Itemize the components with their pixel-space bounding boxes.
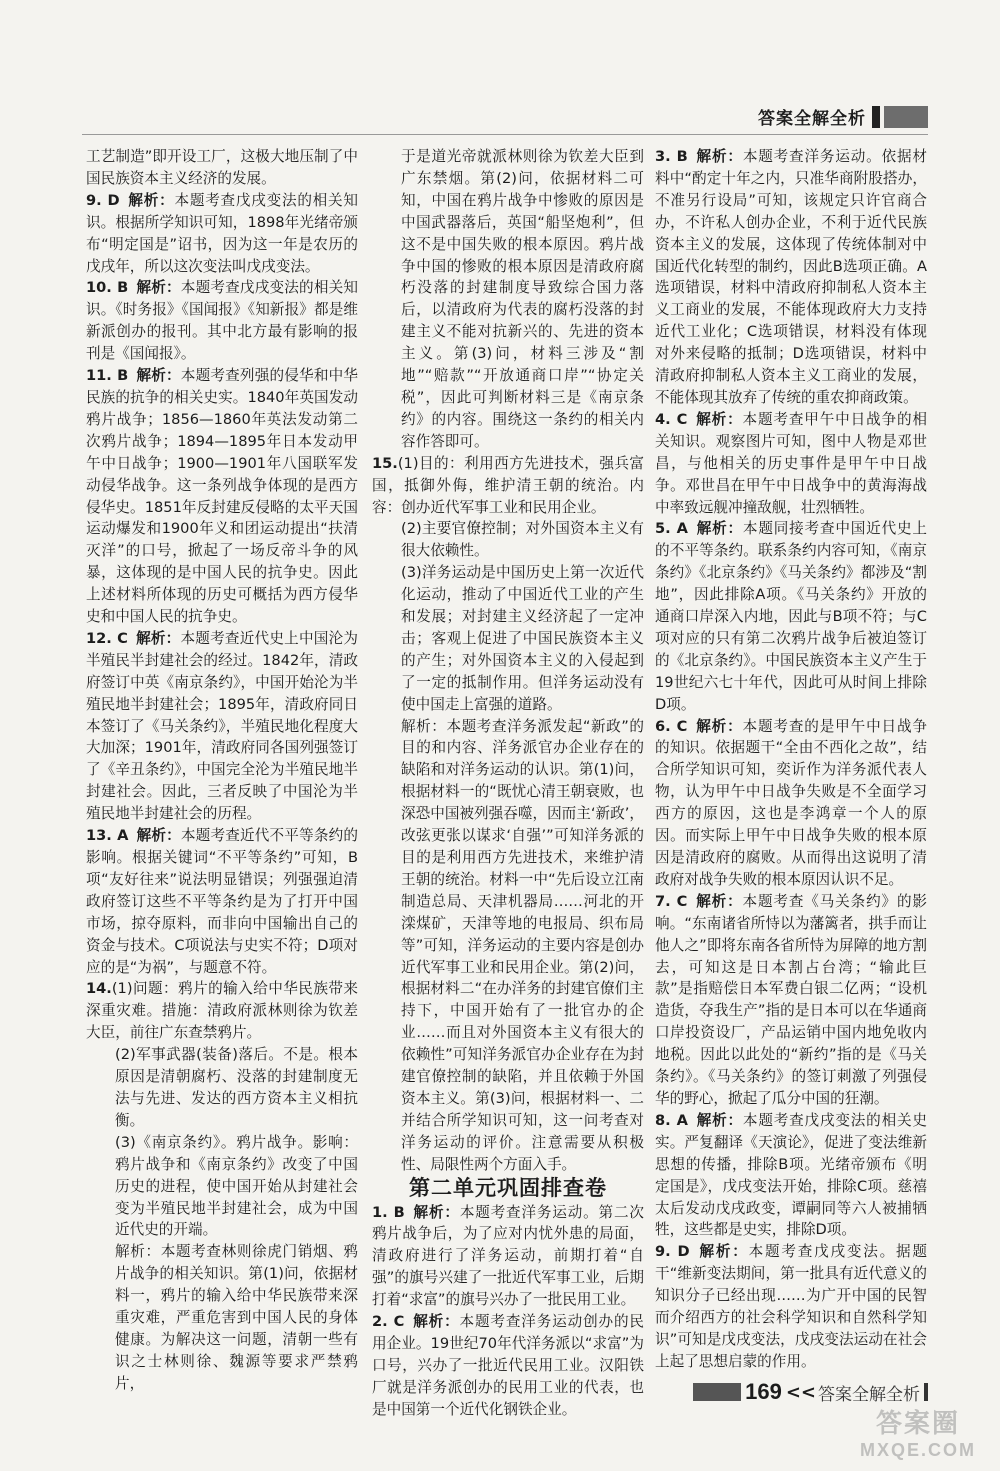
watermark-logo-text: 答案圈 xyxy=(875,1408,960,1438)
answer-9: 9. D 解析：本题考查戊戌变法的相关知识。根据所学知识可知，1898年光绪帝颁布“明定国是”诏书，因为这一年是农历的戊戌年，所以这次变法叫戊戌变法。 xyxy=(86,191,358,275)
continuation-text: 工艺制造”即开设工厂，这极大地压制了中国民族资本主义经济的发展。 xyxy=(86,148,358,187)
unit2-answer-5: 5. A 解析：本题同接考查中国近代史上的不平等条约。联系条约内容可知，《南京条约》《北京条约》《马关条约》都涉及“割地”，因此排除A项。《马关条约》开放的通商口岸深入内地，因此与B项不符；与C项对应的只有第二次鸦片战争后被迫签订的《北京条约》。中国民族资本主义产生于19世纪六七十年代，因此可从时间上排除D项。 xyxy=(655,520,927,713)
footer-bar-decoration xyxy=(693,1383,741,1401)
watermark-url: MXQE.COM xyxy=(859,1440,976,1460)
page-footer xyxy=(693,1379,928,1405)
footer-end-decoration xyxy=(924,1383,928,1401)
unit2-answer-3: 3. B 解析：本题考查洋务运动。依据材料中“酌定十年之内，只准华商附股搭办，不准另行设局”可知，该规定只许官商合办，不许私人创办企业，不利于近代民族资本主义的发展，这体现了传统体制对中国近代化转型的制约，因此B选项正确。A选项错误，材料中清政府抑制私人资本主义工商业的发展，不能体现政府大力支持近代工业化；C选项错误，材料没有体现对外来侵略的抵制；D选项错误，材料中清政府抑制私人资本主义工商业的发展，不能体现其放弃了传统的重农抑商政策。 xyxy=(655,148,927,406)
header-block-decoration xyxy=(884,106,928,128)
double-chevron-left-icon: << xyxy=(785,1381,816,1403)
answer-15-part2: (2)主要官僚控制；对外国资本主义有很大依赖性。 xyxy=(401,520,644,560)
answer-14: 14.(1)问题：鸦片的输入给中华民族带来深重灾难。措施：清政府派林则徐为钦差大臣，前往广东查禁鸦片。 xyxy=(86,980,358,1042)
unit2-answer-1: 1. B 解析：本题考查洋务运动。第二次鸦片战争后，为了应对内忧外患的局面，清政府进行了洋务运动，前期打着“自强”的旗号兴建了一批近代军事工业，后期打着“求富”的旗号兴办了一批民用工业。 xyxy=(372,1203,644,1309)
unit2-answer-8: 8. A 解析：本题考查戊戌变法的相关史实。严复翻译《天演论》，促进了变法维新思想的传播，排除B项。光绪帝颁布《明定国是》，戊戌变法开始，排除C项。慈禧太后发动戊戌政变，谭嗣同等六人被捕牺牲，这些都是史实，排除D项。 xyxy=(655,1111,927,1239)
section-title: 第二单元巩固排查卷 xyxy=(409,1175,607,1200)
column-1 xyxy=(86,146,358,1395)
unit2-answer-2: 2. C 解析：本题考查洋务运动创办的民用企业。19世纪70年代洋务派以“求富”为口号，兴办了一批近代民用工业。汉阳铁厂就是洋务派创办的民用工业的代表，也是中国第一个近代化钢铁企业。 xyxy=(372,1313,644,1418)
answer-15-analysis: 解析：本题考查洋务派发起“新政”的目的和内容、洋务派官办企业存在的缺陷和对洋务运动的认识。第(1)问，根据材料一的“既忧心清王朝衰败，也深恐中国被列强吞噬，因而主‘新政’，改弦更张以谋求‘自强’”可知洋务派的目的是利用西方先进技术，来维护清王朝的统治。材料一中“先后设立江南制造总局、天津机器局……河北的开滦煤矿，天津等地的电报局、织布局等”可知，洋务运动的主要内容是创办近代军事工业和民用企业。第(2)问，根据材料二“在办洋务的封建官僚们主持下，中国开始有了一批官办的企业……而且对外国资本主义有很大的依赖性”可知洋务派官办企业存在为封建官僚控制的缺陷，并且依赖于外国资本主义。第(3)问，根据材料一、二并结合所学知识可知，这一问考查对洋务运动的评价。注意需要从积极性、局限性两个方面入手。 xyxy=(401,717,644,1173)
answer-14-part2: (2)军事武器(装备)落后。不是。根本原因是清朝腐朽、没落的封建制度无法与先进、发达的西方资本主义相抗衡。 xyxy=(115,1046,358,1129)
answer-14-part3: (3)《南京条约》。鸦片战争。影响：鸦片战争和《南京条约》改变了中国历史的进程，使中国开始从封建社会变为半殖民地半封建社会，成为中国近代史的开端。 xyxy=(115,1133,358,1239)
answer-10: 10. B 解析：本题考查戊戌变法的相关知识。《时务报》《国闻报》《知新报》都是维新派创办的报刊。其中北方最有影响的报刊是《国闻报》。 xyxy=(86,279,358,363)
unit2-answer-7: 7. C 解析：本题考查《马关条约》的影响。“东南诸省所恃以为藩篱者，拱手而让他人之”即将东南各省所恃为屏障的地方割去，可知这是日本割占台湾；“输此巨款”是指赔偿日本军费白银二亿两；“设机造货，夺我生产”指的是日本可以在华通商口岸投资设厂，产品运销中国内地免收内地税。因此以此处的“新约”指的是《马关条约》。《马关条约》的签订刺激了列强侵华的野心，掀起了瓜分中国的狂潮。 xyxy=(655,892,927,1107)
column-2 xyxy=(372,146,644,1421)
answer-15-part3: (3)洋务运动是中国历史上第一次近代化运动，推动了中国近代工业的产生和发展；对封建主义经济起了一定冲击；客观上促进了中国民族资本主义的产生；对外国资本主义的入侵起到了一定的抵制作用。但洋务运动没有使中国走上富强的道路。 xyxy=(401,564,644,713)
answer-13: 13. A 解析：本题考查近代不平等条约的影响。根据关键词“不平等条约”可知，B项“友好往来”说法明显错误；列强强迫清政府签订这些不平等条约是为了打开中国市场，掠夺原料，而非向中国输出自己的资金与技术。C项说法与史实不符；D项对应的是“为祸”，与题意不符。 xyxy=(86,827,358,976)
watermark xyxy=(860,1403,976,1461)
header-title: 答案全解全析 xyxy=(758,109,866,129)
unit2-answer-6: 6. C 解析：本题考查的是甲午中日战争的知识。依据题干“全由不西化之故”，结合所学知识可知，奕䜣作为洋务派代表人物，认为甲午中日战争失败是不全面学习西方的原因，这也是李鸿章一个人的原因。而实际上甲午中日战争失败的根本原因是清政府的腐败。从而得出这说明了清政府对战争失败的根本原因认识不足。 xyxy=(655,717,927,888)
header-rule xyxy=(82,134,928,135)
unit2-answer-9: 9. D 解析：本题考查戊戌变法。据题干“维新变法期间，第一批具有近代意义的知识分子已经出现……为广开中国的民智而介绍西方的社会科学知识和自然科学知识”可知是戊戌变法，戊戌变法运动在社会上起了思想启蒙的作用。 xyxy=(655,1243,927,1370)
page-number: 169 xyxy=(745,1379,782,1404)
answer-12: 12. C 解析：本题考查近代史上中国沦为半殖民半封建社会的经过。1842年，清政府签订中英《南京条约》，中国开始沦为半殖民地半封建社会；1895年，清政府同日本签订了《马关条约》，半殖民地化程度大大加深；1901年，清政府同各国列强签订了《辛丑条约》，中国完全沦为半殖民地半封建社会。因此，三者反映了中国沦为半殖民地半封建社会的历程。 xyxy=(86,629,358,823)
header-bar-decoration xyxy=(872,106,880,128)
column-3 xyxy=(655,146,927,1373)
page-header xyxy=(758,104,928,129)
answer-15: 15.(1)目的：利用西方先进技术，强兵富国，抵御外侮，维护清王朝的统治。内容：创办近代军事工业和民用企业。 xyxy=(372,454,644,516)
answer-14-analysis: 解析：本题考查林则徐虎门销烟、鸦片战争的相关知识。第(1)问，依据材料一，鸦片的输入给中华民族带来深重灾难，严重危害到中国人民的身体健康。为解决这一问题，清朝一些有识之士林则徐、魏源等要求严禁鸦片， xyxy=(115,1243,358,1392)
unit2-answer-4: 4. C 解析：本题考查甲午中日战争的相关知识。观察图片可知，图中人物是邓世昌，与他相关的历史事件是甲午中日战争。邓世昌在甲午中日战争中的黄海海战中率致远舰冲撞敌舰，壮烈牺牲。 xyxy=(655,410,927,516)
footer-label: 答案全解全析 xyxy=(818,1384,920,1405)
continuation-text: 于是道光帝就派林则徐为钦差大臣到广东禁烟。第(2)问，依据材料二可知，中国在鸦片战争中惨败的原因是中国武器落后，英国“船坚炮利”，但这不是中国失败的根本原因。鸦片战争中国的惨败的根本原因是清政府腐朽没落的封建制度导致综合国力落后，以清政府为代表的腐朽没落的封建主义不能对抗新兴的、先进的资本主义。第(3)问，材料三涉及“割地”“赔款”“开放通商口岸”“协定关税”，因此可判断材料三是《南京条约》的内容。围绕这一条约的相关内容作答即可。 xyxy=(401,148,644,450)
answer-11: 11. B 解析：本题考查列强的侵华和中华民族的抗争的相关史实。1840年英国发动鸦片战争；1856—1860年英法发动第二次鸦片战争；1894—1895年日本发动甲午中日战争；1900—1901年八国联军发动侵华战争。这一条列战争体现的是西方侵华史。1851年反封建反侵略的太平天国运动爆发和1900年义和团运动提出“扶清灭洋”的口号，掀起了一场反帝斗争的风暴，这体现的是中国人民的抗争史。因此上述材料所体现的历史可概括为西方侵华史和中国人民的抗争史。 xyxy=(86,367,358,626)
